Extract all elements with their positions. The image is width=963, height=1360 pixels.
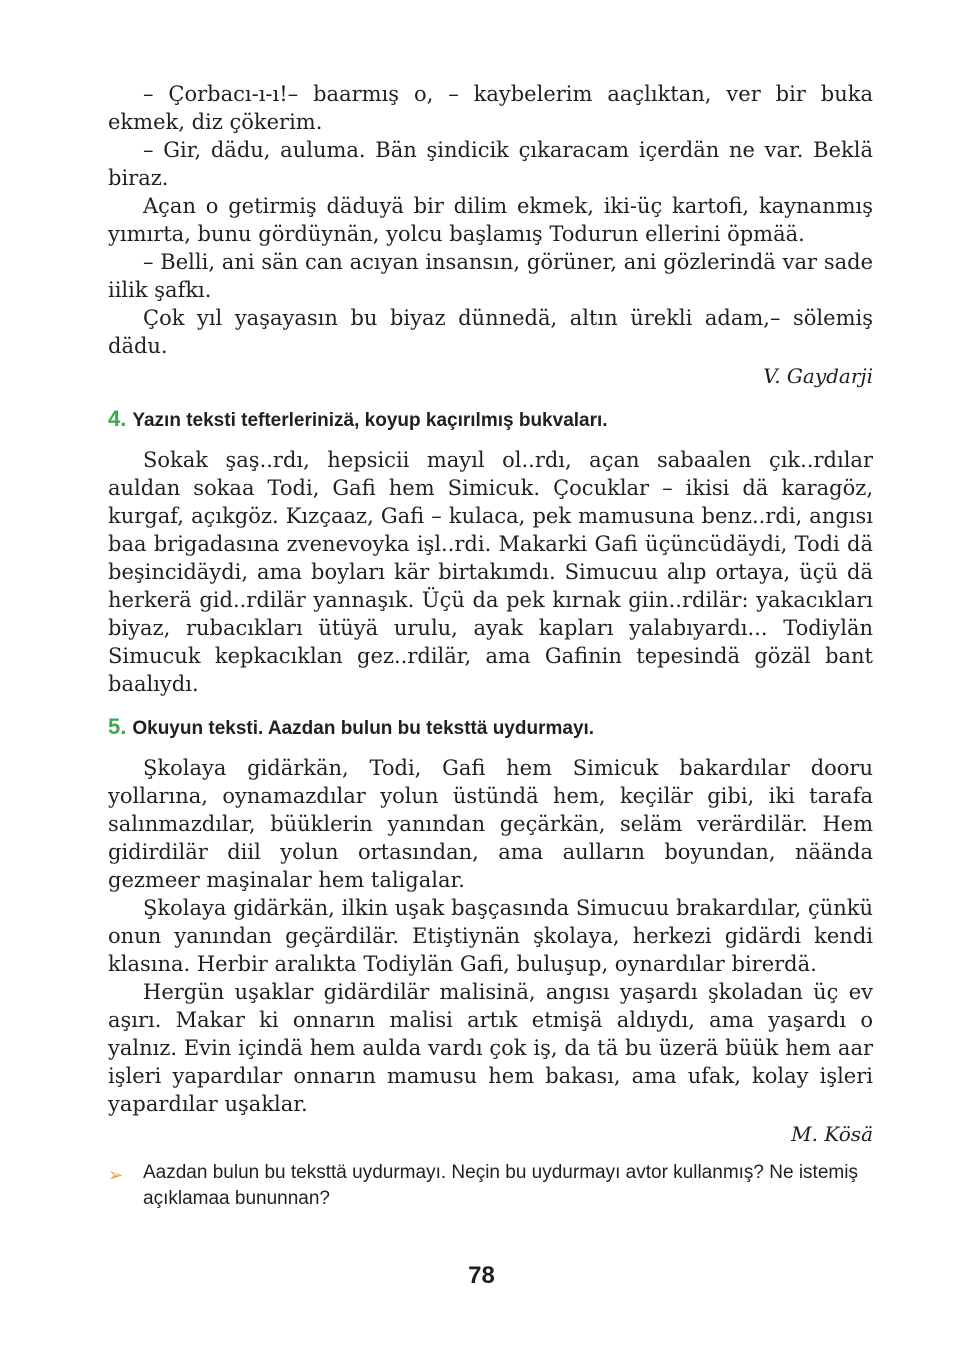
task-5-paragraph: Şkolaya gidärkän, Todi, Gafi hem Simicuk bakardılar dooru yollarına, oynamazdılar yolun üstündä hem, keçilär gibi, iki tarafa salınmazdılar, büüklerin yanından geçärkän, seläm verärdilär. Hem gidirdilär diil yolun ortasından, ama aulların boyundan, näända gezmeer maşinalar hem taligalar. [108,756,873,892]
task-note [108,1160,873,1212]
note-text: Aazdan bulun bu teksttä uydurmayı. Neçin bu uydurmayı avtor kullanmış? Ne istemiş açıklamaa bununnan? [143,1162,858,1209]
task-title: Okuyun teksti. Aazdan bulun bu teksttä uydurmayı. [132,718,595,739]
task-5-heading [108,714,873,742]
task-number: 4. [108,406,127,431]
dialogue-line: – Belli, ani sän can acıyan insansın, görüner, ani gözlerindä var sade iilik şafkı. [108,250,873,302]
dialogue-line: – Çorbacı-ı-ı!– baarmış o, – kaybelerim aaçlıktan, ver bir buka ekmek, diz çökerim. [108,82,873,134]
page-content [108,80,873,1212]
task-4-heading [108,406,873,434]
task-5-paragraph: Hergün uşaklar gidärdilär malisinä, angısı yaşardı şkoladan üç ev aşırı. Makar ki onnarın malisi artık etmişä aldıydı, ama yaşardı o yalnız. Evin içindä hem aulda vardı çok iş, da tä bu üzerä büük hem aar işleri yapardılar onnarın mamusu hem bakası, ama ufak, kolay işleri yapardılar uşaklar. [108,980,873,1116]
dialogue-line: Çok yıl yaşayasın bu biyaz dünnedä, altın ürekli adam,– sölemiş dädu. [108,306,873,358]
author-attribution: V. Gaydarji [763,364,873,388]
author-attribution: M. Kösä [791,1122,873,1146]
task-number: 5. [108,714,127,739]
page-number: 78 [468,1262,495,1289]
dialogue-line: – Gir, dädu, auluma. Bän şindicik çıkaracam içerdän ne var. Beklä biraz. [108,138,873,190]
task-4-text: Sokak şaş..rdı, hepsicii mayıl ol..rdı, açan sabaalen çık..rdılar auldan sokaa Todi, Gafi hem Simicuk. Çocuklar – ikisi dä karagöz, kurgaf, açıkgöz. Kızçaaz, Gafi – kulaca, pek mamusuna benz..rdi, angısı baa brigadasına zvenevoyka işl..rdi. Makarki Gafi üçüncüdäydi, Todi dä beşincidäydi, ama boyları kär birtakımdı. Simucuu alıp ortaya, üçü dä herkerä gid..rdilär yannaşık. Üçü da pek kırnak giin..rdilär: yakacıkları biyaz, rubacıkları ütüyä urulu, ayak kapları yalabıyardı... Todiylän Simucuk kepkacıklan gez..rdilär, ama Gafinin tepesindä gözäl bant baalıydı. [108,448,873,696]
arrow-right-icon: ➢ [108,1165,124,1185]
task-5-paragraph: Şkolaya gidärkän, ilkin uşak başçasında Simucuu brakardılar, çünkü onun yanından geçärdilär. Etiştiynän şkolaya, herkezi gidärdi kendi klasına. Herbir aralıkta Todiylän Gafi, buluşup, oynardılar birerdä. [108,896,873,976]
dialogue-line: Açan o getirmiş däduyä bir dilim ekmek, iki-üç kartofi, kaynanmış yımırta, bunu gördüynän, yolcu başlamış Todurun ellerini öpmää. [108,194,873,246]
task-title: Yazın teksti tefterlerinizä, koyup kaçırılmış bukvaları. [132,410,608,431]
